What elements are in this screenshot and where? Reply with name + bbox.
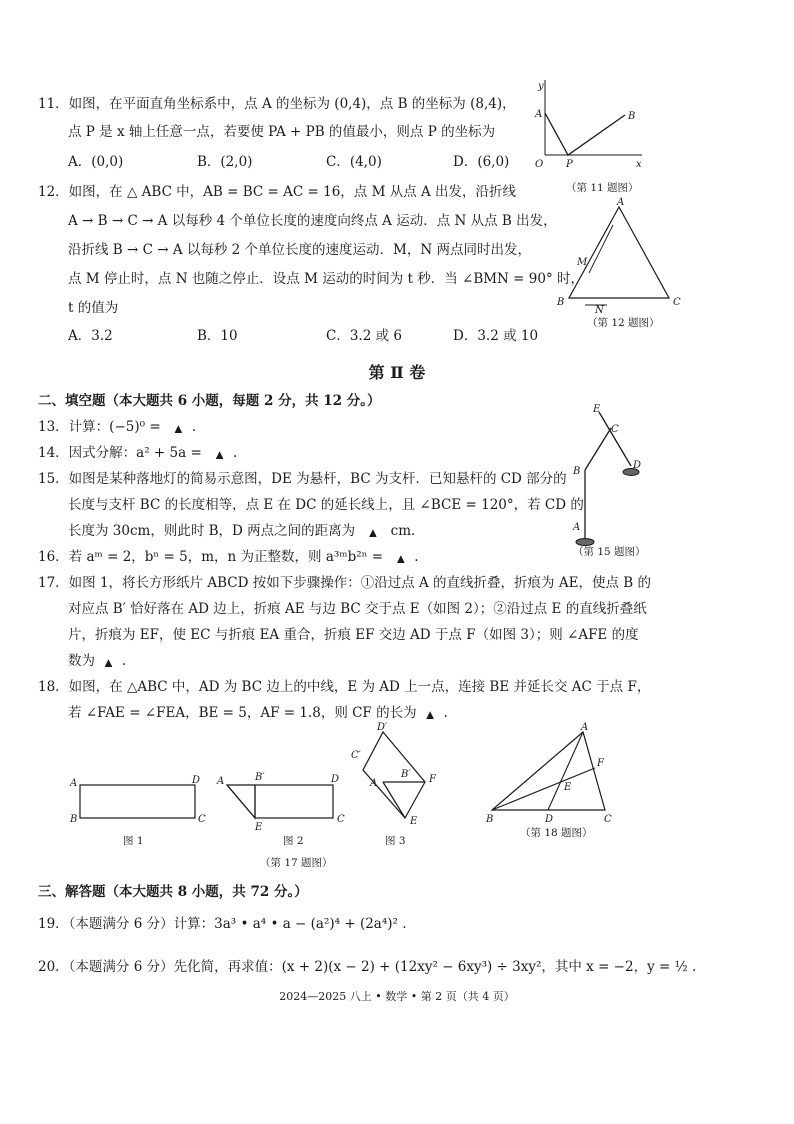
section2-header: 二、填空题（本大题共 6 小题，每题 2 分，共 12 分。） xyxy=(38,393,381,409)
q18-caption: （第 18 题图） xyxy=(520,827,593,839)
fig3-label-a: A xyxy=(370,778,378,789)
q12-line5: t 的值为 xyxy=(68,300,119,316)
lamp-base xyxy=(576,539,594,546)
label-n: N xyxy=(595,305,604,316)
q12-option-a: A．3.2 xyxy=(68,328,113,344)
q11-option-d: D．(6,0) xyxy=(453,154,510,170)
label-x: x xyxy=(636,159,642,170)
q11-line2: 点 P 是 x 轴上任意一点，若要使 PA + PB 的值最小，则点 P 的坐标为 xyxy=(68,124,496,140)
label-b: B xyxy=(557,297,565,308)
q18-line2: 若 ∠FAE = ∠FEA，BE = 5，AF = 1.8，则 CF 的长为 ▲ . xyxy=(68,705,448,721)
q12-line1: 12．如图，在 △ ABC 中，AB = BC = AC = 16，点 M 从点 A 出发，沿折线 xyxy=(38,184,517,200)
label-f: F xyxy=(597,758,604,769)
q11-line1: 11．如图，在平面直角坐标系中，点 A 的坐标为 (0,4)，点 B 的坐标为 (8,4)， xyxy=(38,96,516,112)
label-a: A xyxy=(581,722,589,733)
label-o: O xyxy=(535,159,544,170)
label-p: P xyxy=(566,159,573,170)
q12-caption: （第 12 题图） xyxy=(587,317,660,329)
fig1-label-a: A xyxy=(70,778,78,789)
section2-title: 第 Ⅱ 卷 xyxy=(368,363,426,382)
q20: 20．（本题满分 6 分）先化简，再求值：(x + 2)(x − 2) + (12xy² − 6xy³) ÷ 3xy²，其中 x = −2，y = ½ . xyxy=(38,959,697,975)
label-d: D xyxy=(633,460,642,471)
label-b: B xyxy=(628,111,636,122)
q17-figures xyxy=(65,720,436,870)
label-c: C xyxy=(611,424,619,435)
q17-line3: 片，折痕为 EF，使 EC 与折痕 EA 重合，折痕 EF 交边 AD 于点 F（如图 3）；则 ∠AFE 的度 xyxy=(68,627,639,643)
q16: 16．若 aᵐ = 2，bⁿ = 5，m，n 为正整数，则 a³ᵐb²ⁿ = ▲ . xyxy=(38,549,419,565)
q12-option-b: B．10 xyxy=(197,328,238,344)
label-a: A xyxy=(617,197,625,208)
label-c: C xyxy=(673,297,681,308)
label-y: y xyxy=(538,81,544,92)
q11-figure xyxy=(530,75,650,195)
fig3-crease xyxy=(383,782,405,818)
q15-caption: （第 15 题图） xyxy=(573,546,646,558)
fig2-label-e: E xyxy=(255,822,263,833)
fig2-label-d: D xyxy=(331,774,340,785)
q18-line1: 18．如图，在 △ABC 中，AD 为 BC 边上的中线，E 为 AD 上一点，连接 BE 并延长交 AC 于点 F， xyxy=(38,679,651,695)
label-b: B xyxy=(486,814,494,825)
label-b: B xyxy=(573,466,581,477)
q17-line2: 对应点 B′ 恰好落在 AD 边上，折痕 AE 与边 BC 交于点 E（如图 2）；②沿过点 E 的直线折叠纸 xyxy=(68,601,647,617)
median-ad xyxy=(548,732,583,810)
q12-line4: 点 M 停止时，点 N 也随之停止．设点 M 运动的时间为 t 秒．当 ∠BMN = 90° 时， xyxy=(68,271,584,287)
fig3-shape xyxy=(363,732,425,818)
q15-figure xyxy=(565,400,665,560)
q19: 19．（本题满分 6 分）计算：3a³ • a⁴ • a − (a²)⁴ + (2a⁴)² . xyxy=(38,916,407,932)
q18-figure xyxy=(480,720,630,840)
q12-figure xyxy=(555,195,695,335)
q13: 13．计算：(−5)⁰ = ▲ . xyxy=(38,419,197,435)
q12-line2: A → B → C → A 以每秒 4 个单位长度的速度向终点 A 运动．点 N 从点 B 出发， xyxy=(68,213,557,229)
fig3-label-d-prime: D′ xyxy=(377,722,388,733)
q17-caption: （第 17 题图） xyxy=(260,857,333,869)
label-m: M xyxy=(577,257,588,268)
q13-blank[interactable]: ▲ xyxy=(174,424,182,434)
label-e: E xyxy=(593,404,601,415)
fig2-crease-ae xyxy=(227,785,255,818)
q15-line1: 15．如图是某种落地灯的简易示意图，DE 为悬杆，BC 为支杆．已知悬杆的 CD 部分的 xyxy=(38,471,567,487)
section3-header: 三、解答题（本大题共 8 小题，共 72 分。） xyxy=(38,884,308,900)
q18-blank[interactable]: ▲ xyxy=(426,710,434,720)
fig2-caption: 图 2 xyxy=(283,835,304,847)
q15-line2: 长度与支杆 BC 的长度相等，点 E 在 DC 的延长线上，且 ∠BCE = 120°，若 CD 的 xyxy=(68,497,584,513)
fig2-label-b-prime: B′ xyxy=(255,772,265,783)
fig2-rectangle xyxy=(255,785,333,818)
q15-blank[interactable]: ▲ xyxy=(369,528,377,538)
fig3-label-f: F xyxy=(429,774,436,785)
fig3-label-c-prime: C′ xyxy=(351,750,361,761)
path-apb xyxy=(545,113,625,155)
q16-blank[interactable]: ▲ xyxy=(397,554,405,564)
fig2-label-a: A xyxy=(217,776,225,787)
q17-line1: 17．如图 1，将长方形纸片 ABCD 按如下步骤操作：①沿过点 A 的直线折叠，折痕为 AE，使点 B 的 xyxy=(38,575,651,591)
fig1-caption: 图 1 xyxy=(123,835,144,847)
label-a: A xyxy=(573,522,581,533)
q11-option-c: C．(4,0) xyxy=(326,154,382,170)
page-footer: 2024—2025 八上 • 数学 • 第 2 页（共 4 页） xyxy=(279,990,515,1003)
label-a: A xyxy=(535,109,543,120)
fig3-caption: 图 3 xyxy=(385,835,406,847)
triangle-abc xyxy=(569,207,669,298)
q11-option-a: A．(0,0) xyxy=(68,154,124,170)
fig1-label-c: C xyxy=(198,814,206,825)
q11-option-b: B．(2,0) xyxy=(197,154,253,170)
fig1-label-b: B xyxy=(70,814,78,825)
motion-arrow-m xyxy=(589,225,613,273)
label-c: C xyxy=(604,814,612,825)
q15-line3: 长度为 30cm，则此时 B，D 两点之间的距离为 ▲ cm． xyxy=(68,523,425,539)
q14: 14．因式分解：a² + 5a = ▲ . xyxy=(38,445,238,461)
q14-blank[interactable]: ▲ xyxy=(216,450,223,460)
q17-blank[interactable]: ▲ xyxy=(105,658,112,668)
fig2-label-c: C xyxy=(337,814,345,825)
support-bc xyxy=(585,428,611,470)
fig3-label-b-prime: B′ xyxy=(401,769,411,780)
q11-caption: （第 11 题图） xyxy=(566,182,639,194)
fig3-label-e: E xyxy=(410,816,418,827)
q17-line4: 数为 ▲ . xyxy=(68,653,127,669)
q12-line3: 沿折线 B → C → A 以每秒 2 个单位长度的速度运动．M，N 两点同时出发， xyxy=(68,242,531,258)
q12-option-c: C．3.2 或 6 xyxy=(326,328,402,344)
fig1-label-d: D xyxy=(192,775,201,786)
fig1-rectangle xyxy=(80,785,195,818)
line-bf xyxy=(492,768,595,810)
q12-option-d: D．3.2 或 10 xyxy=(453,328,539,344)
label-d: D xyxy=(545,814,554,825)
label-e: E xyxy=(564,782,572,793)
